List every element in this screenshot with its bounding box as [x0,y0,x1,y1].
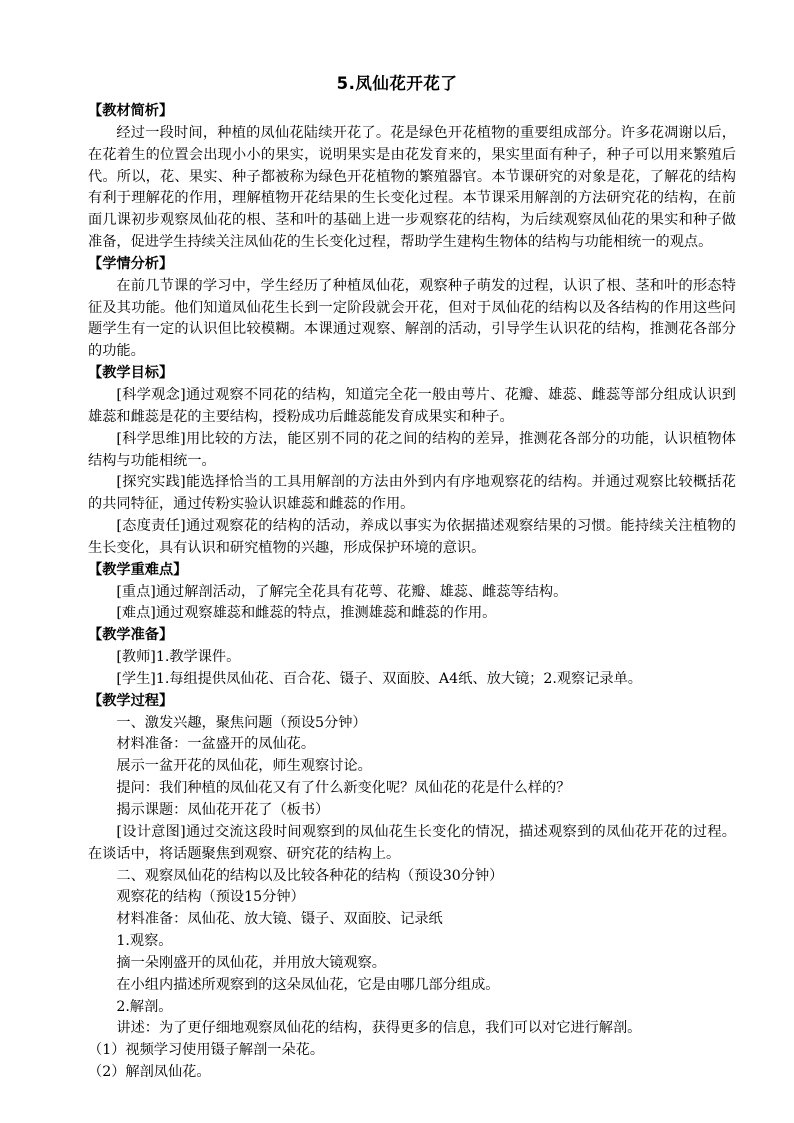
paragraph: [难点]通过观察雄蕊和雌蕊的特点，推测雄蕊和雌蕊的作用。 [116,605,497,622]
paragraph: 经过一段时间，种植的凤仙花陆续开花了。花是绿色开花植物的重要组成部分。许多花凋谢以后，在花着生的位置会出现小小的果实，说明果实是由花发育来的，果实里面有种子，种子可以用来繁殖后代。所以，花、果实、种子都被称为绿色开花植物的繁殖器官。本节课研究的对象是花，了解花的结构有利于理解花的作用，理解植物开花结果的生长变化过程。本节课采用解剖的方法研究花的结构，在前面几课初步观察凤仙花的根、茎和叶的基础上进一步观察花的结构，为后续观察凤仙花的果实和种子做准备，促进学生持续关注凤仙花的生长变化过程，帮助学生建构生物体的结构与功能相统一的观点。 [88,124,736,251]
paragraph: [态度责任]通过观察花的结构的活动，养成以事实为依据描述观察结果的习惯。能持续关注植物的生长变化，具有认识和研究植物的兴趣，形成保护环境的意识。 [88,518,736,556]
section-heading: 【学情分析】 [88,255,174,272]
paragraph: [探究实践]能选择恰当的工具用解剖的方法由外到内有序地观察花的结构。并通过观察比较概括花的共同特征，通过传粉实验认识雄蕊和雌蕊的作用。 [88,474,736,513]
paragraph: 材料准备：一盆盛开的凤仙花。 [116,736,316,753]
paragraph: 一、激发兴趣，聚焦问题（预设5分钟） [116,714,367,731]
paragraph: 观察花的结构（预设15分钟） [116,889,305,906]
paragraph: [科学观念]通过观察不同花的结构，知道完全花一般由萼片、花瓣、雄蕊、雌蕊等部分组成认识到雄蕊和雌蕊是花的主要结构，授粉成功后雌蕊能发育成果实和种子。 [88,386,736,425]
paragraph: [教师]1.教学课件。 [116,649,241,666]
paragraph: [重点]通过解剖活动，了解完全花具有花萼、花瓣、雄蕊、雌蕊等结构。 [116,583,568,600]
paragraph: 在小组内描述所观察到的这朵凤仙花，它是由哪几部分组成。 [116,976,500,993]
paragraph: 提问：我们种植的凤仙花又有了什么新变化呢？凤仙花的花是什么样的？ [116,780,571,797]
paragraph: 展示一盆开花的凤仙花，师生观察讨论。 [116,758,372,775]
list-item: （1）视频学习使用镊子解剖一朵花。 [88,1042,325,1059]
paragraph: 在前几节课的学习中，学生经历了种植凤仙花，观察种子萌发的过程，认识了根、茎和叶的形态特征及其功能。他们知道凤仙花生长到一定阶段就会开花，但对于凤仙花的结构以及各结构的作用这些问题学生有一定的认识但比较模糊。本课通过观察、解剖的活动，引导学生认识花的结构，推测花各部分的功能。 [88,277,736,360]
paragraph: [学生]1.每组提供凤仙花、百合花、镊子、双面胶、A4纸、放大镜；2.观察记录单。 [116,670,642,687]
section-heading: 【教材简析】 [88,103,174,119]
paragraph: 2.解剖。 [116,998,173,1015]
section-heading: 【教学目标】 [88,365,174,382]
paragraph: 揭示课题：凤仙花开花了（板书） [116,802,330,818]
paragraph: 1.观察。 [116,933,173,950]
paragraph: [设计意图]通过交流这段时间观察到的凤仙花生长变化的情况，描述观察到的凤仙花开花的过程。在谈话中，将话题聚焦到观察、研究花的结构上。 [88,823,736,862]
paragraph: 讲述：为了更仔细地观察凤仙花的结构，获得更多的信息，我们可以对它进行解剖。 [116,1020,642,1037]
section-heading: 【教学重难点】 [88,561,188,578]
section-heading: 【教学准备】 [88,627,174,644]
document-body [88,101,736,1084]
page-title: 5.凤仙花开花了 [336,74,458,93]
list-item: （2）解剖凤仙花。 [88,1064,211,1081]
paragraph: [科学思维]用比较的方法，能区别不同的花之间的结构的差异，推测花各部分的功能，认识植物体结构与功能相统一。 [88,430,736,469]
paragraph: 材料准备：凤仙花、放大镜、镊子、双面胶、记录纸 [116,911,443,928]
paragraph: 二、观察凤仙花的结构以及比较各种花的结构（预设30分钟） [116,867,504,884]
paragraph: 摘一朵刚盛开的凤仙花，并用放大镜观察。 [116,954,386,971]
section-heading: 【教学过程】 [88,692,174,709]
